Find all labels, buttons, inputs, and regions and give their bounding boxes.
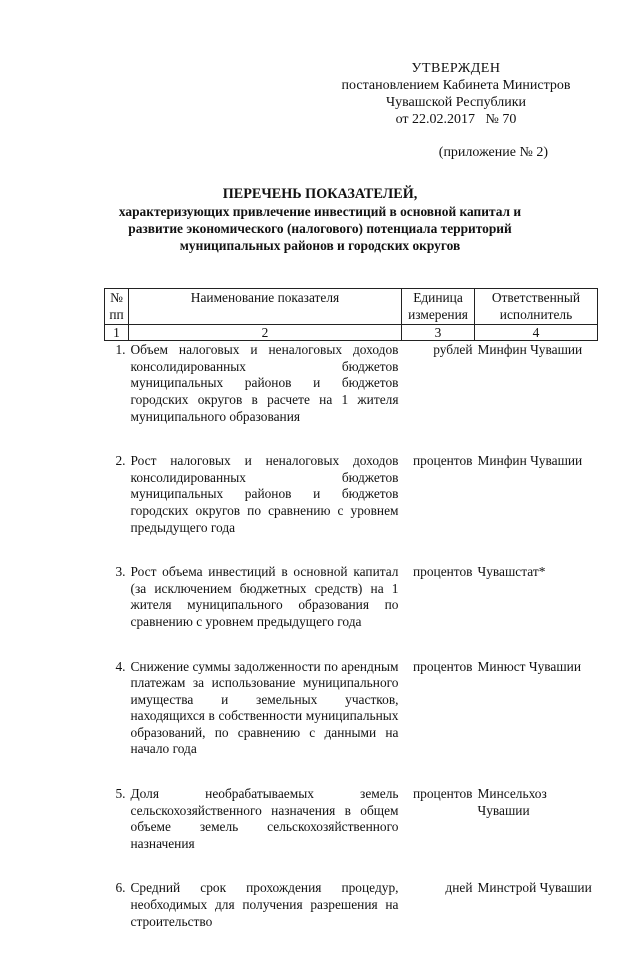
row-number: 2.: [115, 453, 126, 469]
table-row: [105, 341, 598, 453]
table-row: [105, 453, 598, 564]
indicator-name: Объем налоговых и неналоговых доходов консолидированных бюджетов муниципальных районов и бюджетов городских округов в расчете на 1 жителя муниципального образования: [130, 342, 399, 424]
header-num: № пп: [105, 289, 129, 325]
table-row: [105, 564, 598, 658]
indicator-responsible: Минюст Чувашии: [477, 658, 582, 674]
indicator-unit: процентов: [412, 453, 473, 469]
header-unit: Единица измерения: [402, 289, 475, 325]
table-row: [105, 786, 598, 880]
approval-line-1: постановлением Кабинета Министров: [341, 78, 571, 93]
approval-stamp: [316, 60, 596, 128]
heading-main: ПЕРЕЧЕНЬ ПОКАЗАТЕЛЕЙ,: [222, 186, 418, 202]
table-row: [105, 880, 598, 958]
indicator-responsible: Минфин Чувашии: [477, 453, 583, 469]
indicator-unit: дней: [445, 880, 473, 896]
column-number: 4: [475, 325, 598, 341]
indicator-name: Средний срок прохождения процедур, необходимых для получения разрешения на строительство: [130, 880, 399, 929]
row-number: 4.: [115, 658, 126, 674]
row-number: 3.: [115, 564, 126, 580]
header-responsible: Ответственный исполнитель: [475, 289, 598, 325]
appendix-note: (приложение № 2): [438, 145, 548, 160]
indicator-responsible: Минсельхоз Чувашии: [477, 786, 547, 818]
row-number: 5.: [115, 786, 126, 802]
indicator-name: Рост налоговых и неналоговых доходов консолидированных бюджетов муниципальных районов и бюджетов городских округов по сравнению с уровнем предыдущего года: [130, 453, 399, 535]
approval-line-3: от 22.02.2017 № 70: [395, 112, 517, 127]
indicator-unit: процентов: [412, 658, 473, 674]
heading-subtitle: характеризующих привлечение инвестиций в основной капитал и развитие экономического (налогового) потенциала территорий муниципальных районов и городских округов: [118, 204, 522, 253]
approval-line-2: Чувашской Республики: [385, 95, 527, 110]
indicator-name: Снижение суммы задолженности по арендным платежам за использование муниципального имущества и земельных участков, находящихся в собственности муниципальных образований, по сравнению с данными на начало года: [130, 658, 399, 757]
indicators-table: [104, 288, 598, 958]
indicator-name: Доля необрабатываемых земель сельскохозяйственного назначения в общем объеме земель сельскохозяйственного назначения: [130, 786, 399, 851]
column-number: 1: [105, 325, 129, 341]
row-number: 1.: [115, 342, 126, 358]
indicator-unit: процентов: [412, 564, 473, 580]
indicator-responsible: Чувашстат*: [477, 564, 546, 580]
indicator-unit: процентов: [412, 786, 473, 802]
indicator-responsible: Минфин Чувашии: [477, 342, 583, 358]
column-number: 3: [402, 325, 475, 341]
table-header-row: [105, 289, 598, 325]
row-number: 6.: [115, 880, 126, 896]
header-name: Наименование показателя: [129, 289, 402, 325]
indicator-name: Рост объема инвестиций в основной капитал (за исключением бюджетных средств) на 1 жителя муниципального образования по сравнению с уровнем предыдущего года: [130, 564, 399, 629]
document-heading: [100, 186, 540, 254]
column-number: 2: [129, 325, 402, 341]
approval-title: УТВЕРЖДЕН: [411, 61, 501, 76]
indicator-responsible: Минстрой Чувашии: [477, 880, 592, 896]
column-numbers-row: [105, 325, 598, 341]
indicator-unit: рублей: [433, 342, 473, 358]
table-row: [105, 659, 598, 787]
